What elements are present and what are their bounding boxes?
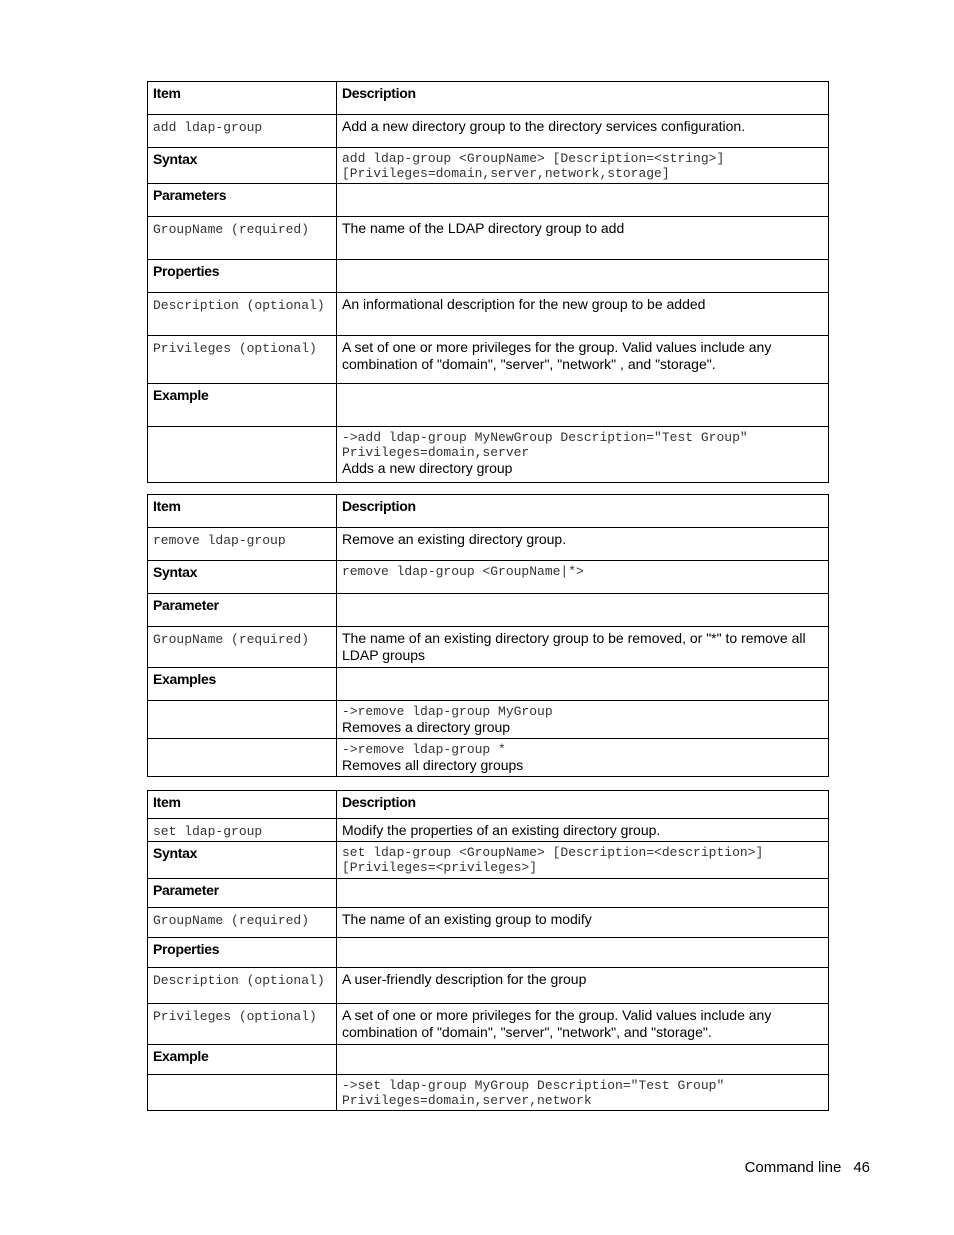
item-cell <box>148 791 337 819</box>
description-cell <box>337 495 829 528</box>
item-cell <box>148 668 337 701</box>
item-text: Syntax <box>153 151 198 167</box>
footer-section: Command line <box>744 1159 842 1176</box>
item-text: Item <box>153 794 181 810</box>
item-cell <box>148 938 337 968</box>
table-row <box>148 791 829 819</box>
description-text: Description <box>342 85 416 101</box>
table-row <box>148 594 829 627</box>
description-text: Description <box>342 498 416 514</box>
table-row <box>148 739 829 777</box>
table-row <box>148 968 829 1004</box>
table-row <box>148 528 829 561</box>
command-text: ->add ldap-group MyNewGroup Description="Test Group" Privileges=domain,server <box>342 430 748 460</box>
item-cell <box>148 1075 337 1111</box>
item-cell <box>148 879 337 908</box>
table-row <box>148 1075 829 1111</box>
description-cell <box>337 1045 829 1075</box>
description-text: Adds a new directory group <box>342 460 513 476</box>
description-text: Removes a directory group <box>342 719 511 735</box>
description-cell <box>337 701 829 739</box>
description-cell <box>337 1075 829 1111</box>
table-row <box>148 819 829 842</box>
description-text: The name of the LDAP directory group to add <box>342 220 625 236</box>
description-cell <box>337 968 829 1004</box>
item-cell <box>148 819 337 842</box>
item-cell <box>148 561 337 594</box>
item-cell <box>148 293 337 336</box>
description-cell <box>337 668 829 701</box>
item-text: Examples <box>153 671 216 687</box>
table-row <box>148 1004 829 1045</box>
description-cell <box>337 82 829 115</box>
command-text: remove ldap-group <GroupName|*> <box>342 564 584 579</box>
item-cell <box>148 627 337 668</box>
table-row <box>148 336 829 384</box>
add-ldap-group-table <box>147 81 829 483</box>
table-row <box>148 217 829 260</box>
item-cell <box>148 739 337 777</box>
item-cell <box>148 1045 337 1075</box>
item-text: GroupName (required) <box>153 913 310 928</box>
description-text: A set of one or more privileges for the group. Valid values include any combination of "domain", "server", "network" , and "storage". <box>342 339 772 372</box>
description-cell <box>337 217 829 260</box>
item-text: set ldap-group <box>153 824 263 839</box>
item-cell <box>148 1004 337 1045</box>
item-cell <box>148 148 337 184</box>
description-text: Description <box>342 794 416 810</box>
description-cell <box>337 908 829 938</box>
description-cell <box>337 427 829 483</box>
description-text: The name of an existing group to modify <box>342 911 592 927</box>
item-text: Description (optional) <box>153 973 325 988</box>
item-text: Privileges (optional) <box>153 1009 317 1024</box>
command-text: set ldap-group <GroupName> [Description=<description>] [Privileges=<privileges>] <box>342 845 764 875</box>
description-cell <box>337 293 829 336</box>
table-row <box>148 293 829 336</box>
description-text: Add a new directory group to the directory services configuration. <box>342 118 746 134</box>
table-row <box>148 82 829 115</box>
item-cell <box>148 217 337 260</box>
item-text: Syntax <box>153 845 198 861</box>
table-row <box>148 842 829 879</box>
description-text: A user-friendly description for the group <box>342 971 587 987</box>
item-text: Parameters <box>153 187 227 203</box>
description-cell <box>337 791 829 819</box>
table-row <box>148 427 829 483</box>
item-text: Example <box>153 1048 209 1064</box>
table-row <box>148 1045 829 1075</box>
item-text: Properties <box>153 263 220 279</box>
table-row <box>148 908 829 938</box>
description-text: A set of one or more privileges for the group. Valid values include any combination of "domain", "server", "network", and "storage". <box>342 1007 772 1040</box>
description-text: The name of an existing directory group to be removed, or "*" to remove all LDAP groups <box>342 630 806 663</box>
description-cell <box>337 336 829 384</box>
table-row <box>148 561 829 594</box>
table-row <box>148 495 829 528</box>
item-cell <box>148 968 337 1004</box>
item-cell <box>148 184 337 217</box>
item-text: add ldap-group <box>153 120 263 135</box>
item-text: GroupName (required) <box>153 222 310 237</box>
description-cell <box>337 842 829 879</box>
table-row <box>148 384 829 427</box>
item-text: Privileges (optional) <box>153 341 317 356</box>
item-cell <box>148 115 337 148</box>
description-cell <box>337 938 829 968</box>
table-row <box>148 115 829 148</box>
item-text: Item <box>153 498 181 514</box>
description-cell <box>337 819 829 842</box>
description-cell <box>337 594 829 627</box>
item-cell <box>148 594 337 627</box>
item-cell <box>148 260 337 293</box>
item-text: Parameter <box>153 597 219 613</box>
item-cell <box>148 842 337 879</box>
remove-ldap-group-table <box>147 494 829 777</box>
description-cell <box>337 115 829 148</box>
item-text: Description (optional) <box>153 298 325 313</box>
description-text: Remove an existing directory group. <box>342 531 567 547</box>
command-text: ->remove ldap-group MyGroup <box>342 704 553 719</box>
item-text: Parameter <box>153 882 219 898</box>
item-text: Syntax <box>153 564 198 580</box>
description-cell <box>337 739 829 777</box>
table-row <box>148 184 829 217</box>
item-cell <box>148 384 337 427</box>
item-text: Properties <box>153 941 220 957</box>
table-row <box>148 938 829 968</box>
page-number: 46 <box>853 1159 870 1176</box>
description-cell <box>337 627 829 668</box>
description-cell <box>337 561 829 594</box>
page-footer <box>733 1159 870 1176</box>
table-row <box>148 627 829 668</box>
description-cell <box>337 879 829 908</box>
table-row <box>148 260 829 293</box>
item-text: Example <box>153 387 209 403</box>
set-ldap-group-table <box>147 790 829 1111</box>
description-cell <box>337 384 829 427</box>
item-cell <box>148 701 337 739</box>
description-cell <box>337 528 829 561</box>
description-cell <box>337 1004 829 1045</box>
item-cell <box>148 427 337 483</box>
item-cell <box>148 82 337 115</box>
description-text: Modify the properties of an existing directory group. <box>342 822 661 838</box>
table-row <box>148 701 829 739</box>
table-row <box>148 148 829 184</box>
description-cell <box>337 148 829 184</box>
item-text: GroupName (required) <box>153 632 310 647</box>
item-text: Item <box>153 85 181 101</box>
description-text: Removes all directory groups <box>342 757 524 773</box>
description-text: An informational description for the new group to be added <box>342 296 706 312</box>
command-text: ->remove ldap-group * <box>342 742 506 757</box>
command-text: ->set ldap-group MyGroup Description="Test Group" Privileges=domain,server,network <box>342 1078 725 1108</box>
item-cell <box>148 336 337 384</box>
item-cell <box>148 908 337 938</box>
item-cell <box>148 495 337 528</box>
item-text: remove ldap-group <box>153 533 286 548</box>
description-cell <box>337 184 829 217</box>
command-text: add ldap-group <GroupName> [Description=<string>] [Privileges=domain,server,network,storage] <box>342 151 725 181</box>
table-row <box>148 668 829 701</box>
table-row <box>148 879 829 908</box>
description-cell <box>337 260 829 293</box>
item-cell <box>148 528 337 561</box>
